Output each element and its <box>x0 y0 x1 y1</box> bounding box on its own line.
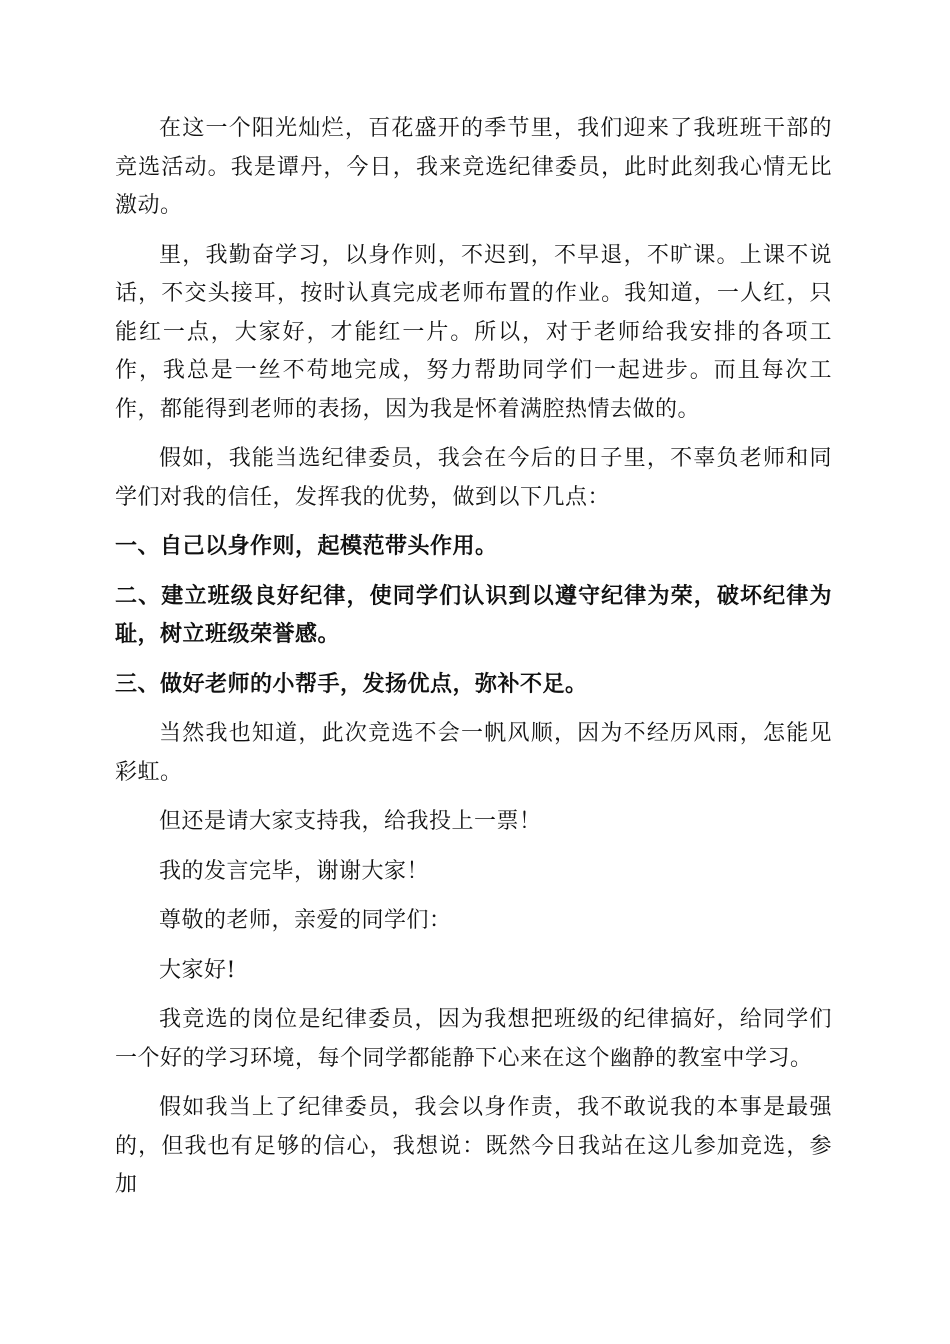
paragraph-vote-request: 但还是请大家支持我，给我投上一票！ <box>159 809 542 834</box>
paragraph-thanks: 我的发言完毕，谢谢大家！ <box>159 858 430 884</box>
point-three: 三、做好老师的小帮手，发扬优点，弥补不足。 <box>115 671 588 697</box>
paragraph-greeting: 大家好! <box>159 957 236 983</box>
point-two: 二、建立班级良好纪律，使同学们认识到以遵守纪律为荣，破坏纪律为耻，树立班级荣誉感。 <box>115 583 832 647</box>
paragraph-diligence: 里，我勤奋学习，以身作则，不迟到，不早退，不旷课。上课不说话，不交头接耳，按时认真完成老师布置的作业。我知道，一人红，只能红一点，大家好，才能红一片。所以，对于老师给我安排的各项工作，我总是一丝不苟地完成，努力帮助同学们一起进步。而且每次工作，都能得到老师的表扬，因为我是怀着满腔热情去做的。 <box>115 242 832 422</box>
document-body <box>115 110 832 1216</box>
paragraph-promise: 假如，我能当选纪律委员，我会在今后的日子里，不辜负老师和同学们对我的信任，发挥我的优势，做到以下几点： <box>115 446 832 510</box>
paragraph-position: 我竞选的岗位是纪律委员，因为我想把班级的纪律搞好，给同学们一个好的学习环境，每个同学都能静下心来在这个幽静的教室中学习。 <box>115 1007 832 1071</box>
paragraph-opening: 在这一个阳光灿烂，百花盛开的季节里，我们迎来了我班班干部的竞选活动。我是谭丹，今日，我来竞选纪律委员，此时此刻我心情无比激动。 <box>115 116 832 218</box>
paragraph-rainbow: 当然我也知道，此次竞选不会一帆风顺，因为不经历风雨，怎能见彩虹。 <box>115 721 832 785</box>
paragraph-salutation: 尊敬的老师，亲爱的同学们： <box>159 908 452 933</box>
paragraph-confidence: 假如我当上了纪律委员，我会以身作责，我不敢说我的本事是最强的，但我也有足够的信心，我想说：既然今日我站在这儿参加竞选，参加 <box>115 1095 832 1197</box>
point-one: 一、自己以身作则，起模范带头作用。 <box>115 534 498 559</box>
